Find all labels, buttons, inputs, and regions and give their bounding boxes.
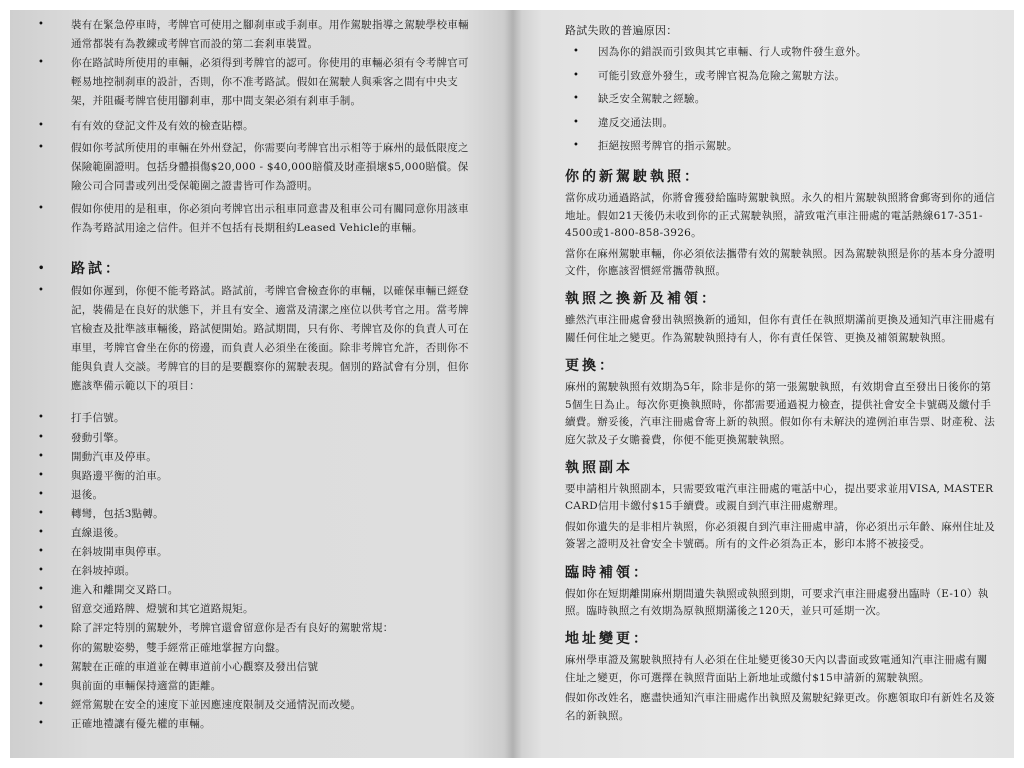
temporary-para: 假如你在短期離開麻州期間遺失執照或執照到期，可要求汽車注冊處發出臨時（E-10）執照。臨時執照之有效期為原執照期滿後之120天，並只可延期一次。 xyxy=(565,587,989,617)
left-page xyxy=(10,10,508,758)
road-test-item: • 留意交通路牌、燈號和其它道路規矩。 xyxy=(38,600,478,619)
right-page xyxy=(518,10,1014,758)
road-test-item: • 與路邊平衡的泊車。 xyxy=(38,467,478,486)
address-change-title: 地址變更： xyxy=(565,631,650,648)
road-test-item: • 在斜坡開車與停車。 xyxy=(38,543,478,562)
road-test-item: • 退後。 xyxy=(38,486,478,505)
road-test-item: • 正確地禮讓有優先權的車輛。 xyxy=(38,715,478,734)
road-test-item: • 經常駕駛在安全的速度下並因應速度限制及交通情況而改變。 xyxy=(38,696,478,715)
replacement-title: 更換： xyxy=(565,358,616,375)
road-test-item: • 轉彎，包括3點轉。 xyxy=(38,505,478,524)
road-test-item: • 發動引擎。 xyxy=(38,429,478,448)
road-test-intro: • 假如你遲到，你便不能考路試。路試前，考牌官會檢查你的車輛，以確保車輛已經登記，裝備是在良好的狀態下，并且有安全、適當及清潔之座位以供考官之用。當考牌官檢查及批準該車輛後，路試便開始。路試期間，只有你、考牌官及你的負責人可在車里，考牌官會坐在你的傍邊，而負責人必須坐在後面。除非考牌官允許，否則你不能與負責人交談。考牌官的目的是要觀察你的駕駛表現。個別的路試會有分別，但你應該準備示範以下的項目： xyxy=(38,282,478,395)
requirement-item: • 有有效的登記文件及有效的檢查貼標。 xyxy=(38,117,478,136)
road-test-item: • 除了評定特別的駕駛外，考牌官還會留意你是否有良好的駕駛常規： xyxy=(38,619,478,638)
requirement-item: • 假如你使用的是租車，你必須向考牌官出示租車同意書及租車公司有關同意你用該車作為考路試用途之信件。但并不包括有長期租約Leased Vehicle的車輛。 xyxy=(38,200,478,238)
address-change-para: 麻州學車證及駕駛執照持有人必須在住址變更後30天內以書面或致電通知汽車注冊處有關住址之變更，你可選擇在執照背面貼上新地址或繳付$15申請新的駕駛執照。 xyxy=(565,654,988,684)
road-test-item: • 與前面的車輛保持適當的距離。 xyxy=(38,677,478,696)
duplicate-para: 要申請相片執照副本，只需要致電汽車注冊處的電話中心，提出要求並用VISA, MASTER CARD信用卡繳付$15手續費。或親自到汽車注冊處辦理。 xyxy=(565,482,994,513)
road-test-title: • 路試： xyxy=(38,258,478,280)
road-test-item: • 在斜坡掉頭。 xyxy=(38,562,478,581)
road-test-item: • 直線退後。 xyxy=(38,524,478,543)
duplicate-title: 執照副本 xyxy=(565,459,633,476)
requirement-item: • 裝有在緊急停車時，考牌官可使用之腳刹車或手刹車。用作駕駛指導之駕駛學校車輛通常都裝有為教練或考牌官而設的第二套剎車裝置。 xyxy=(38,16,478,54)
renewal-para: 雖然汽車注冊處會發出執照換新的通知，但你有責任在執照期滿前更換及通知汽車注冊處有關任何住址之變更。作為駕駛執照持有人，你有責任保管、更換及補領駕駛執照。 xyxy=(565,314,995,344)
new-license-title: 你的新駕駛執照： xyxy=(565,169,701,186)
road-test-item: • 駕駛在正確的車道並在轉車道前小心觀察及發出信號 xyxy=(38,658,478,677)
road-test-item: • 你的駕駛姿勢，雙手經常正確地掌握方向盤。 xyxy=(38,639,478,658)
new-license-para: 當你在麻州駕駛車輛，你必須依法攜帶有效的駕駛執照。因為駕駛執照是你的基本身分證明文件，你應該習慣經常攜帶執照。 xyxy=(565,247,995,278)
requirement-item: • 假如你考試所使用的車輛在外州登記，你需要向考牌官出示相等于麻州的最低限度之保險範圍證明。包括身體損傷$20,000 - $40,000賠償及財產損壞$5,000賠償。保險公司合同書或列出受保範圍之證書皆可作為證明。 xyxy=(38,139,478,196)
fail-reason-item: • 違反交通法則。 xyxy=(565,114,995,133)
road-test-item: • 進入和離開交叉路口。 xyxy=(38,581,478,600)
fail-reason-item: • 拒絕按照考牌官的指示駕駛。 xyxy=(565,137,995,156)
renewal-title: 執照之換新及補領： xyxy=(565,291,718,308)
duplicate-para: 假如你遺失的是非相片執照，你必須親自到汽車注冊處申請，你必須出示年齡、麻州住址及簽署之證明及社會安全卡號碼。所有的文件必須為正本，影印本將不被接受。 xyxy=(565,520,995,551)
fail-reason-item: • 缺乏安全駕駛之經驗。 xyxy=(565,90,995,109)
road-test-item: • 打手信號。 xyxy=(38,409,478,428)
fail-reason-item: • 可能引致意外發生，或考牌官視為危險之駕駛方法。 xyxy=(565,67,995,86)
replacement-para: 麻州的駕駛執照有效期為5年，除非是你的第一張駕駛執照，有效期會直至發出日後你的第5個生日為止。每次你更換執照時，你都需要通過視力檢查，提供社會安全卡號碼及繳付手續費。辦妥後，汽車注冊處會寄上新的執照。假如你有未解決的違例泊車告票、財產稅、法庭欠款及子女贍養費，你便不能更換駕駛執照。 xyxy=(565,381,995,446)
road-test-item: • 開動汽車及停車。 xyxy=(38,448,478,467)
address-change-para: 假如你改姓名，應盡快通知汽車注冊處作出執照及駕駛紀錄更改。你應領取印有新姓名及簽名的新執照。 xyxy=(565,692,995,722)
left-column xyxy=(38,16,478,734)
fail-reasons-heading: 路試失敗的普遍原因： xyxy=(565,24,678,37)
requirement-item: • 你在路試時所使用的車輛，必須得到考牌官的認可。你使用的車輛必須有令考牌官可輕易地控制刹車的設計，否則，你不准考路試。假如在駕駛人與乘客之間有中央支架，并阻礙考牌官使用腳剎車，那中間支架必須有剎車手制。 xyxy=(38,54,478,111)
document-spread xyxy=(10,10,1014,758)
fail-reason-item: • 因為你的錯誤而引致與其它車輛、行人或物件發生意外。 xyxy=(565,43,995,62)
new-license-para: 當你成功通過路試，你將會獲發給臨時駕駛執照。永久的相片駕駛執照將會郵寄到你的通信地址。假如21天後仍未收到你的正式駕駛執照，請致電汽車注冊處的電話熱線617-351-4500或1-800-858-3926。 xyxy=(565,192,995,240)
temporary-title: 臨時補領： xyxy=(565,564,650,581)
right-column xyxy=(565,22,995,725)
